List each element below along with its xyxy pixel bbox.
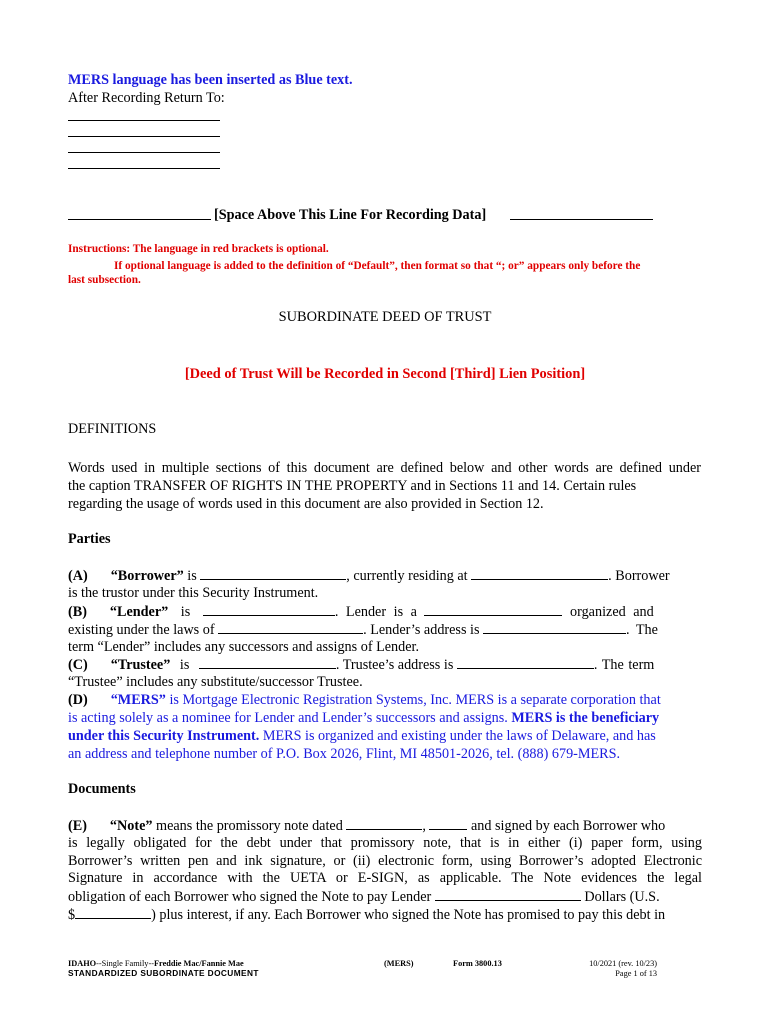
party-b-line-1 xyxy=(68,602,702,621)
doc-e-dollars: Dollars (U.S. xyxy=(580,889,660,905)
note-term: “Note” xyxy=(109,818,153,834)
return-address-line-2 xyxy=(68,136,220,137)
party-c-line-1 xyxy=(68,655,654,674)
borrower-term: “Borrower” xyxy=(110,568,184,584)
document-title: SUBORDINATE DEED OF TRUST xyxy=(278,309,492,325)
mers-beneficiary-text: MERS is the beneficiary xyxy=(511,710,660,726)
party-c-line-2: “Trustee” includes any substitute/successor Trustee. xyxy=(68,674,363,690)
instructions-line-2: If optional language is added to the definition of “Default”, then format so that “; or” appears only before the xyxy=(114,260,641,272)
party-b-label: (B) xyxy=(68,604,87,620)
doc-e-line-6 xyxy=(68,905,665,924)
party-b-end: organized and xyxy=(562,604,654,620)
party-d-line-4: an address and telephone number of P.O. Box 2026, Flint, MI 48501-2026, tel. (888) 679-MERS. xyxy=(68,746,621,762)
note-date-blank[interactable] xyxy=(346,816,422,830)
party-c-is: is xyxy=(170,657,199,673)
party-b-is: is xyxy=(168,604,203,620)
doc-e-label: (E) xyxy=(68,818,87,834)
party-a-mid: , currently residing at xyxy=(346,568,472,584)
instructions-line-1: Instructions: The language in red brackets is optional. xyxy=(68,243,329,255)
doc-e-dollar-sign: $ xyxy=(68,907,76,923)
footer-agencies: Freddie Mac/Fannie Mae xyxy=(153,959,244,968)
note-year-blank[interactable] xyxy=(429,816,467,830)
party-d-text-3: MERS is organized and existing under the laws of Delaware, and has xyxy=(259,728,656,744)
doc-e-text-2: and signed by each Borrower who xyxy=(467,818,666,834)
party-b-laws-text: existing under the laws of xyxy=(68,622,219,638)
doc-e-comma: , xyxy=(422,818,430,834)
doc-e-text-5: obligation of each Borrower who signed the Note to pay Lender xyxy=(68,889,435,905)
footer-date: 10/2021 (rev. 10/23) xyxy=(589,959,657,968)
doc-e-line-1 xyxy=(68,816,665,835)
mers-note: MERS language has been inserted as Blue text. xyxy=(68,72,353,88)
footer-page-number: Page 1 of 13 xyxy=(615,969,657,978)
instructions-line-3: last subsection. xyxy=(68,274,141,286)
doc-e-text-6: ) plus interest, if any. Each Borrower who signed the Note has promised to pay this debt in xyxy=(151,907,666,923)
party-c-label: (C) xyxy=(68,657,88,673)
party-b-the: . The xyxy=(626,622,658,638)
intro-line-2: the caption TRANSFER OF RIGHTS IN THE PROPERTY and in Sections 11 and 14. Certain rules xyxy=(68,478,637,494)
party-a-end: . Borrower xyxy=(608,568,670,584)
party-d-line-3 xyxy=(68,727,656,745)
lender-state-blank[interactable] xyxy=(218,620,363,634)
party-d-text-2: is acting solely as a nominee for Lender and Lender’s successors and assigns. xyxy=(68,710,512,726)
footer-state-name: IDAHO xyxy=(68,959,97,968)
footer-doc-type: STANDARDIZED SUBORDINATE DOCUMENT xyxy=(68,968,259,978)
lien-position-note: [Deed of Trust Will be Recorded in Second [Third] Lien Position] xyxy=(184,366,586,382)
footer-family: --Single Family-- xyxy=(96,959,154,968)
party-c-end: . The term xyxy=(593,657,655,673)
party-b-line-3: term “Lender” includes any successors and assigns of Lender. xyxy=(68,639,420,655)
trustee-address-blank[interactable] xyxy=(457,655,594,669)
parties-heading: Parties xyxy=(68,531,111,547)
party-a-line-2: is the trustor under this Security Instrument. xyxy=(68,585,319,601)
party-b-line-2 xyxy=(68,620,658,639)
intro-line-1: Words used in multiple sections of this document are defined below and other words are defined under xyxy=(68,460,701,476)
recording-rule-right xyxy=(510,219,653,220)
party-d-text-1: is Mortgage Electronic Registration Systems, Inc. MERS is a separate corporation that xyxy=(165,692,661,708)
doc-e-line-2: is legally obligated for the debt under that promissory note, that is in either (i) paper form, using xyxy=(68,835,702,851)
trustee-term: “Trustee” xyxy=(110,657,171,673)
party-c-mid: . Trustee’s address is xyxy=(335,657,457,673)
doc-e-line-3: Borrower’s written pen and ink signature, or (ii) electronic form, using Borrower’s adopted Electronic xyxy=(68,853,702,869)
intro-line-3: regarding the usage of words used in this document are also provided in Section 12. xyxy=(68,496,544,512)
party-a-line-1 xyxy=(68,566,701,585)
return-address-line-3 xyxy=(68,152,220,153)
return-address-line-1 xyxy=(68,120,220,121)
footer-mers: (MERS) xyxy=(384,959,414,968)
trustee-name-blank[interactable] xyxy=(199,655,336,669)
lender-name-blank[interactable] xyxy=(203,602,335,616)
doc-e-line-5 xyxy=(68,887,660,906)
footer-form-number: Form 3800.13 xyxy=(453,959,502,968)
return-to-label: After Recording Return To: xyxy=(68,90,225,106)
return-address-line-4 xyxy=(68,168,220,169)
space-above-label: [Space Above This Line For Recording Data] xyxy=(214,207,487,223)
party-a-is: is xyxy=(183,568,201,584)
party-d-label: (D) xyxy=(68,692,88,708)
party-a-label: (A) xyxy=(68,568,88,584)
definitions-heading: DEFINITIONS xyxy=(68,421,157,437)
lender-term: “Lender” xyxy=(109,604,169,620)
borrower-name-blank[interactable] xyxy=(200,566,346,580)
recording-rule-left xyxy=(68,219,211,220)
doc-e-text-1: means the promissory note dated xyxy=(152,818,347,834)
documents-heading: Documents xyxy=(68,781,136,797)
mers-security-instrument-text: under this Security Instrument. xyxy=(68,728,260,744)
party-d-line-1 xyxy=(68,691,661,709)
lender-address-blank[interactable] xyxy=(483,620,626,634)
party-d-line-2 xyxy=(68,709,659,727)
doc-e-line-4: Signature in accordance with the UETA or E-SIGN, as applicable. The Note evidences the legal xyxy=(68,870,702,886)
party-b-address-text: . Lender’s address is xyxy=(363,622,484,638)
note-amount-words-blank[interactable] xyxy=(435,887,581,901)
lender-organization-blank[interactable] xyxy=(424,602,562,616)
party-b-mid: . Lender is a xyxy=(334,604,425,620)
mers-term: “MERS” xyxy=(110,692,166,708)
borrower-address-blank[interactable] xyxy=(471,566,608,580)
note-amount-figures-blank[interactable] xyxy=(75,905,151,919)
